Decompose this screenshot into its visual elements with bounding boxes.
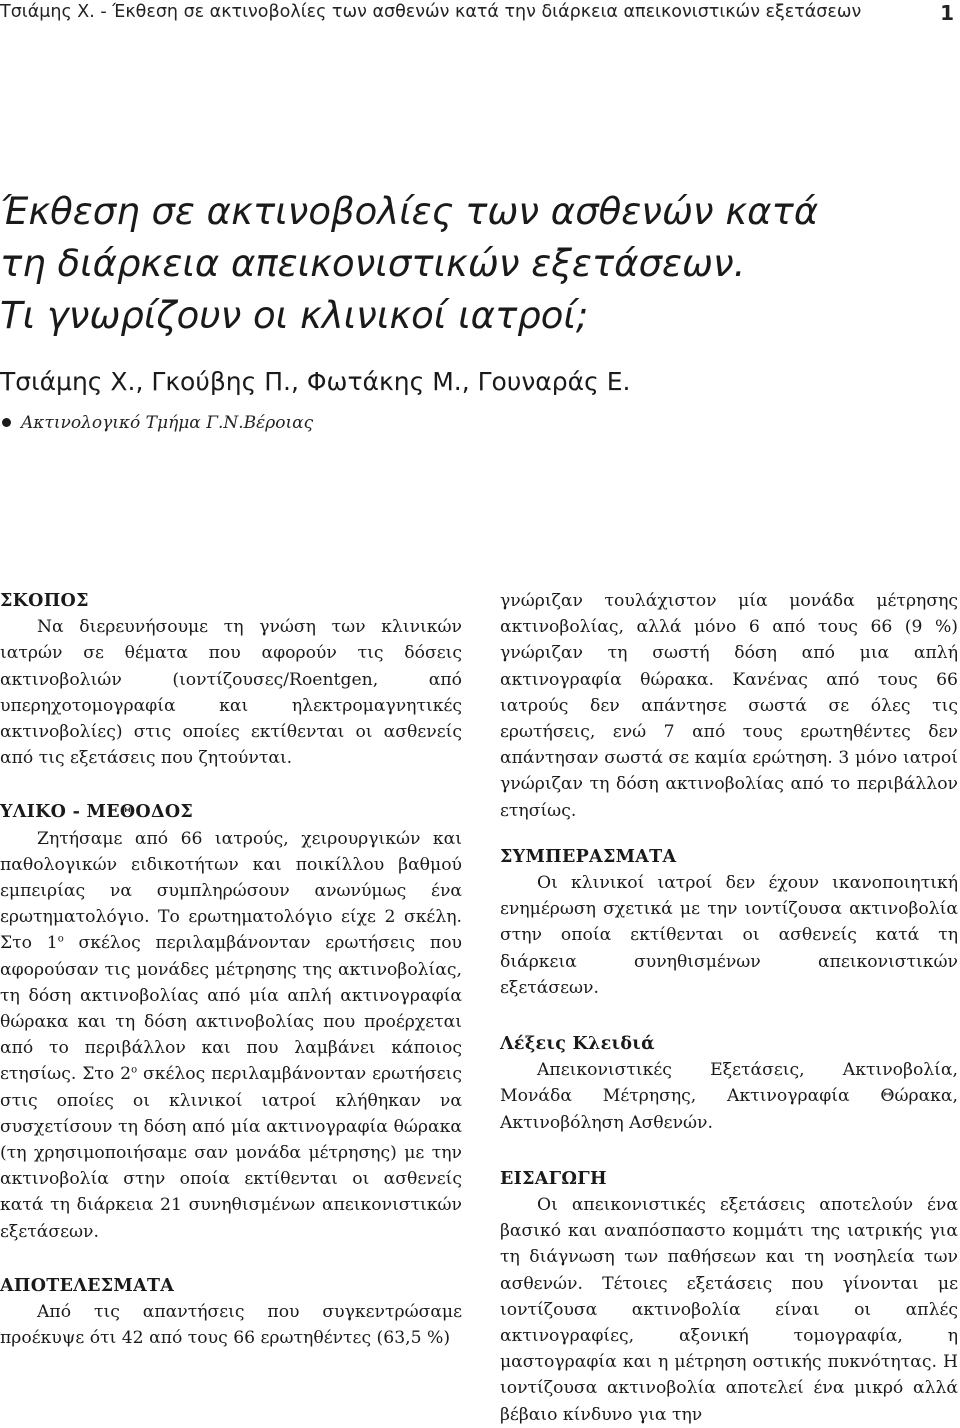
methods-text-part-2: σκέλος περιλαμβάνονταν ερωτήσεις που αφορούσαν τις μονάδες μέτρησης της ακτινοβολίας, τη δόση ακτινοβολίας από μία απλή ακτινογραφία θώρακα και τη δόση ακτινοβολίας που προέρχεται από το περιβάλλον και που λαμβάνει κάποιος ετησίως. Στο 2 xyxy=(0,933,462,1085)
running-title: Τσιάμης Χ. - Έκθεση σε ακτινοβολίες των ασθενών κατά την διάρκεια απεικονιστικών εξετάσεων xyxy=(0,2,862,22)
results-continued-paragraph: γνώριζαν τουλάχιστον μία μονάδα μέτρησης ακτινοβολίας, αλλά μόνο 6 από τους 66 (9 %) γνώριζαν τη σωστή δόση από μια απλή ακτινογραφία θώρακα. Κανένας από τους 66 ιατρούς δεν απάντησε σωστά σε όλες τις ερωτήσεις, ενώ 7 από τους ερωτηθέντες δεν απάντησαν σωστά σε καμία ερώτηση. 3 μόνο ιατροί γνώριζαν τη δόση ακτινοβολίας από το περιβάλλον ετησίως. xyxy=(500,591,958,821)
methods-paragraph xyxy=(0,826,462,1245)
introduction-paragraph: Οι απεικονιστικές εξετάσεις αποτελούν ένα βασικό και αναπόσπαστο κομμάτι της ιατρικής για τη διάγνωση των παθήσεων και τη νοσηλεία των ασθενών. Τέτοιες εξετάσεις που γίνονται με ιοντίζουσα ακτινοβολία είναι οι απλές ακτινογραφίες, αξονική τομογραφία, η μαστογραφία και η μέτρηση οστικής πυκνότητας. Η ιοντίζουσα ακτινοβολία αποτελεί ένα μικρό αλλά βέβαιο κίνδυνο για την xyxy=(500,1195,958,1425)
bullet-icon xyxy=(2,418,11,427)
title-line-2: τη διάρκεια απεικονιστικών εξετάσεων. xyxy=(0,242,746,285)
section-heading-conclusions: ΣΥΜΠΕΡΑΣΜΑΤΑ xyxy=(500,846,677,867)
section-heading-aim: ΣΚΟΠΟΣ xyxy=(0,591,89,611)
aim-paragraph: Να διερευνήσουμε τη γνώση των κλινικών ιατρών σε θέματα που αφορούν τις δόσεις ακτινοβολιών (ιοντίζουσες/Roentgen, από υπερηχοτομογραφία και ηλεκτρομαγνητικές ακτινοβολίες) στις οποίες εκτίθενται οι ασθενείς από τις εξετάσεις που ζητούνται. xyxy=(0,617,462,769)
keywords-paragraph: Απεικονιστικές Εξετάσεις, Ακτινοβολία, Μονάδα Μέτρησης, Ακτινογραφία Θώρακα, Ακτινοβόληση Ασθενών. xyxy=(500,1060,958,1133)
title-line-3: Τι γνωρίζουν οι κλινικοί ιατροί; xyxy=(0,294,589,337)
section-heading-keywords: Λέξεις Κλειδιά xyxy=(500,1034,655,1055)
methods-text-part-3: σκέλος περιλαμβάνονταν ερωτήσεις στις οποίες οι κλινικοί ιατροί κλήθηκαν να συσχετίσουν τη δόση από μία ακτινογραφία θώρακα (τη χρησιμοποιήσαμε σαν μονάδα μέτρησης) με την ακτινοβολία στην οποία εκτίθενται οι ασθενείς κατά τη διάρκεια 21 συνηθισμένων απεικονιστικών εξετάσεων. xyxy=(0,1064,462,1242)
section-heading-introduction: ΕΙΣΑΓΩΓΗ xyxy=(500,1168,607,1189)
affiliation xyxy=(0,413,313,433)
left-column xyxy=(0,588,462,1351)
page-number: 1 xyxy=(940,1,954,25)
affiliation-text: Ακτινολογικό Τμήμα Γ.Ν.Βέροιας xyxy=(21,413,314,433)
right-column xyxy=(500,588,958,1428)
author-list: Τσιάμης Χ., Γκούβης Π., Φωτάκης Μ., Γουναράς Ε. xyxy=(0,367,631,396)
section-heading-methods: ΥΛΙΚΟ - ΜΕΘΟΔΟΣ xyxy=(0,802,194,823)
ordinal-superscript-2: ο xyxy=(131,1064,138,1076)
title-line-1: Έκθεση σε ακτινοβολίες των ασθενών κατά xyxy=(0,190,819,233)
running-header xyxy=(0,0,960,34)
conclusions-paragraph: Οι κλινικοί ιατροί δεν έχουν ικανοποιητική ενημέρωση σχετικά με την ιοντίζουσα ακτινοβολία στην οποία εκτίθενται οι ασθενείς κατά τη διάρκεια συνηθισμένων απεικονιστικών εξετάσεων. xyxy=(500,873,958,998)
ordinal-superscript-1: ο xyxy=(57,933,64,945)
results-paragraph: Από τις απαντήσεις που συγκεντρώσαμε προέκυψε ότι 42 από τους 66 ερωτηθέντες (63,5 %) xyxy=(0,1302,462,1349)
section-heading-results: ΑΠΟΤΕΛΕΣΜΑΤΑ xyxy=(0,1275,175,1296)
article-title xyxy=(0,186,940,342)
methods-text-part-1: Ζητήσαμε από 66 ιατρούς, χειρουργικών και παθολογικών ειδικοτήτων και ποικίλλου βαθμού εμπειρίας να συμπληρώσουν ανωνύμως ένα ερωτηματολόγιο. Το ερωτηματολόγιο είχε 2 σκέλη. Στο 1 xyxy=(0,828,462,954)
